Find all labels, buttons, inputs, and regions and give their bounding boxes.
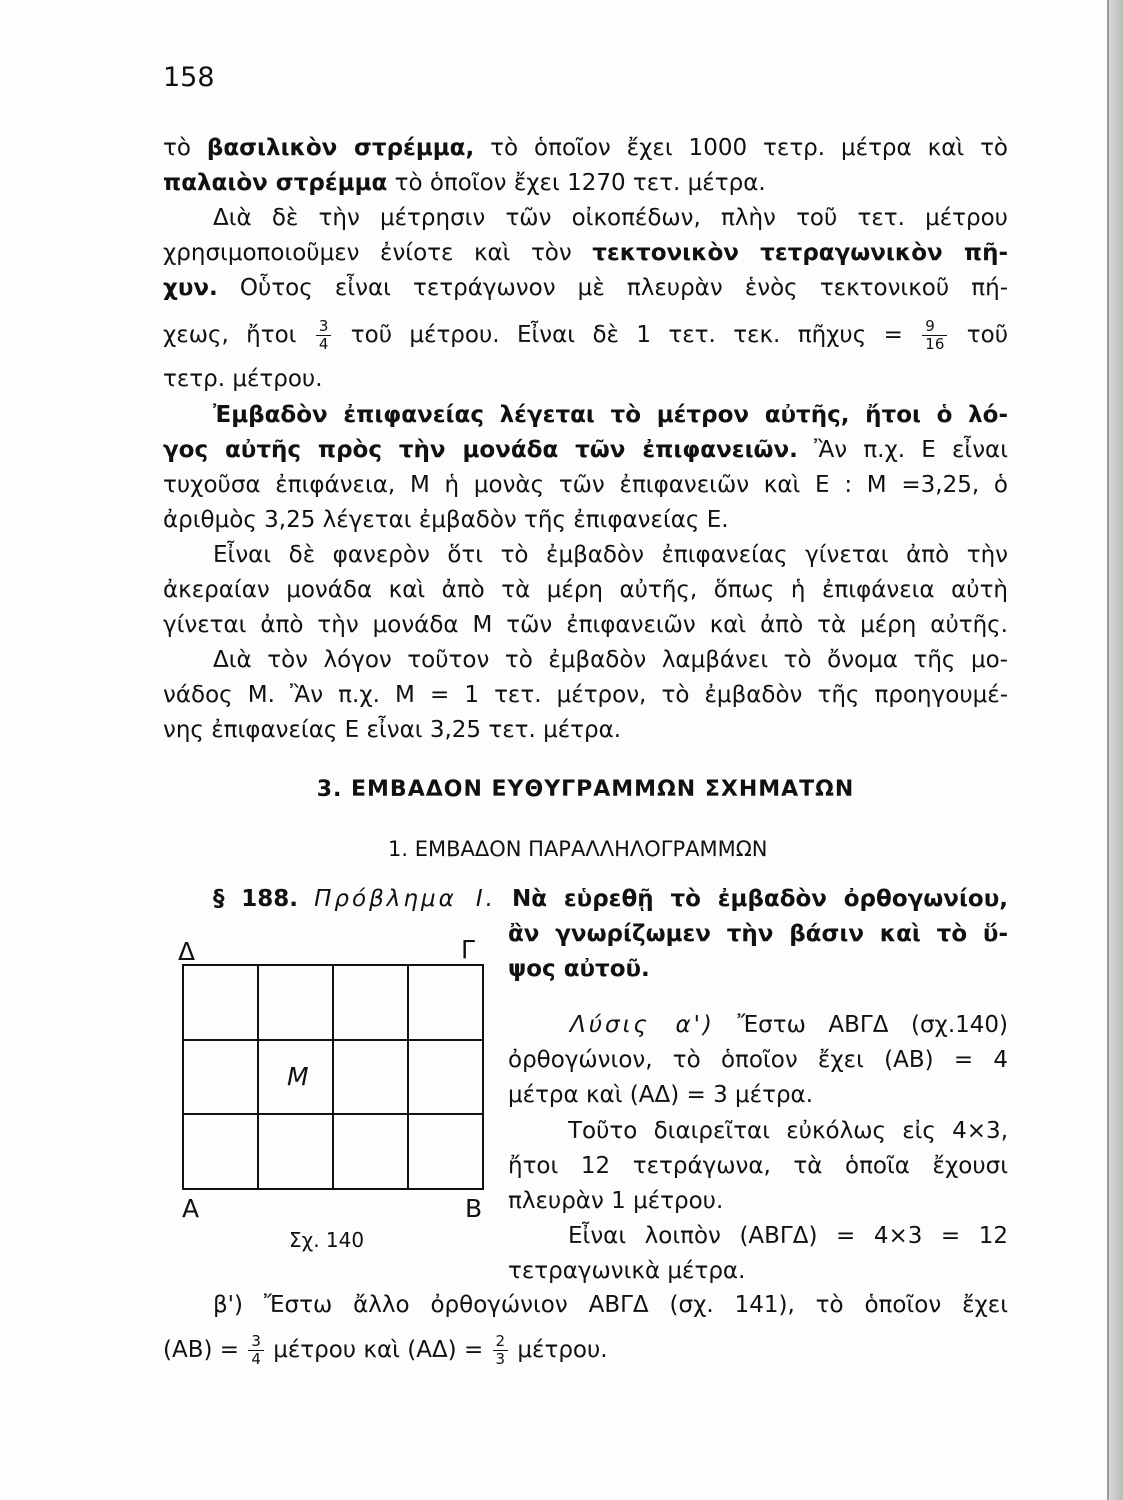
vertex-label-alpha: Α xyxy=(182,1194,200,1223)
vertex-label-beta: Β xyxy=(465,1194,483,1223)
definition-line: Ἐμβαδὸν ἐπιφανείας λέγεται τὸ μέτρον αὐτῆς, ἤτοι ὁ λό- xyxy=(213,402,1008,428)
text-line: χεως, ἤτοι $\frac{3}{4}$ τοῦ μέτρου. Εἶναι δὲ 1 τετ. τεκ. πῆχυς = $\frac{9}{16}$ τοῦ xyxy=(163,317,1009,353)
text-line: ἀκεραίαν μονάδα καὶ ἀπὸ τὰ μέρη αὐτῆς, ὅπως ἡ ἐπιφάνεια αὐτὴ xyxy=(163,577,1008,603)
solution-line: ὀρθογώνιον, τὸ ὁποῖον ἔχει (ΑΒ) = 4 xyxy=(508,1047,1008,1073)
subsection-heading: 1. ΕΜΒΑΔΟΝ ΠΑΡΑΛΛΗΛΟΓΡΑΜΜΩΝ xyxy=(388,837,768,861)
part-b-line: β') Ἔστω ἄλλο ὀρθογώνιον ΑΒΓΔ (σχ. 141), τὸ ὁποῖον ἔχει xyxy=(213,1292,1008,1318)
figure-caption: Σχ. 140 xyxy=(289,1228,365,1252)
vertex-label-delta: Δ xyxy=(178,937,196,966)
fraction-nine-sixteenths: $\frac{9}{16}$ xyxy=(922,318,947,353)
solution-line: Λύσις α') Ἔστω ΑΒΓΔ (σχ.140) xyxy=(570,1012,1009,1038)
text-line: νάδος Μ. Ἂν π.χ. Μ = 1 τετ. μέτρον, τὸ ἐμβαδὸν τῆς προηγουμέ- xyxy=(163,682,1008,708)
solution-line: Τοῦτο διαιρεῖται εὐκόλως εἰς 4×3, xyxy=(568,1118,1008,1144)
text-line: χυν. Οὗτος εἶναι τετράγωνον μὲ πλευρὰν ἑνὸς τεκτονικοῦ πή- xyxy=(163,275,1008,301)
problem-line: ψος αὐτοῦ. xyxy=(508,956,650,982)
text-line: γος αὐτῆς πρὸς τὴν μονάδα τῶν ἐπιφανειῶν. Ἂν π.χ. Ε εἶναι xyxy=(163,437,1008,463)
text-line: γίνεται ἀπὸ τὴν μονάδα Μ τῶν ἐπιφανειῶν καὶ ἀπὸ τὰ μέρη αὐτῆς. xyxy=(163,612,1008,638)
text-line: ἀριθμὸς 3,25 λέγεται ἐμβαδὸν τῆς ἐπιφανείας Ε. xyxy=(163,507,729,533)
text-line: Διὰ τὸν λόγον τοῦτον τὸ ἐμβαδὸν λαμβάνει τὸ ὄνομα τῆς μο- xyxy=(213,647,1008,673)
text-line: τὸ βασιλικὸν στρέμμα, τὸ ὁποῖον ἔχει 1000 τετρ. μέτρα καὶ τὸ xyxy=(163,135,1009,161)
text-line: παλαιὸν στρέμμα τὸ ὁποῖον ἔχει 1270 τετ. μέτρα. xyxy=(163,170,766,196)
page-number: 158 xyxy=(163,62,215,93)
text-line: χρησιμοποιοῦμεν ἐνίοτε καὶ τὸν τεκτονικὸν τετραγωνικὸν πῆ- xyxy=(163,240,1008,266)
vertex-label-gamma: Γ xyxy=(461,935,475,964)
unit-label-m: Μ xyxy=(287,1062,309,1091)
solution-line: πλευρὰν 1 μέτρου. xyxy=(508,1188,724,1214)
solution-line: ἤτοι 12 τετράγωνα, τὰ ὁποῖα ἔχουσι xyxy=(508,1153,1008,1179)
text-line: Εἶναι δὲ φανερὸν ὅτι τὸ ἐμβαδὸν ἐπιφανείας γίνεται ἀπὸ τὴν xyxy=(213,542,1008,568)
text-line: τυχοῦσα ἐπιφάνεια, Μ ἡ μονὰς τῶν ἐπιφανειῶν καὶ Ε : Μ =3,25, ὁ xyxy=(163,472,1008,498)
fraction-three-quarters: $\frac{3}{4}$ xyxy=(316,318,332,353)
solution-line: τετραγωνικὰ μέτρα. xyxy=(508,1258,746,1284)
section-heading: 3. ΕΜΒΑΔΟΝ ΕΥΘΥΓΡΑΜΜΩΝ ΣΧΗΜΑΤΩΝ xyxy=(316,777,855,802)
text-line: τετρ. μέτρου. xyxy=(163,366,323,392)
part-b-line: (ΑΒ) = $\frac{3}{4}$ μέτρου καὶ (ΑΔ) = $\frac{2}{3}$ μέτρου. xyxy=(163,1332,608,1368)
problem-number: § 188. xyxy=(213,886,299,912)
problem-line: ἂν γνωρίζωμεν τὴν βάσιν καὶ τὸ ὕ- xyxy=(508,921,1008,947)
fraction-two-thirds: $\frac{2}{3}$ xyxy=(493,1333,509,1368)
solution-line: Εἶναι λοιπὸν (ΑΒΓΔ) = 4×3 = 12 xyxy=(568,1223,1008,1249)
text-line: νης ἐπιφανείας Ε εἶναι 3,25 τετ. μέτρα. xyxy=(163,717,622,743)
text-line: Διὰ δὲ τὴν μέτρησιν τῶν οἰκοπέδων, πλὴν τοῦ τετ. μέτρου xyxy=(213,205,1008,231)
solution-label: Λύσις α') xyxy=(570,1012,715,1038)
solution-line: μέτρα καὶ (ΑΔ) = 3 μέτρα. xyxy=(508,1082,814,1108)
problem-label: Πρόβλημα Ι. xyxy=(314,886,496,912)
problem-statement: § 188. Πρόβλημα Ι. Νὰ εὑρεθῇ τὸ ἐμβαδὸν ὀρθογωνίου, xyxy=(213,886,1008,912)
fraction-three-quarters: $\frac{3}{4}$ xyxy=(248,1333,264,1368)
